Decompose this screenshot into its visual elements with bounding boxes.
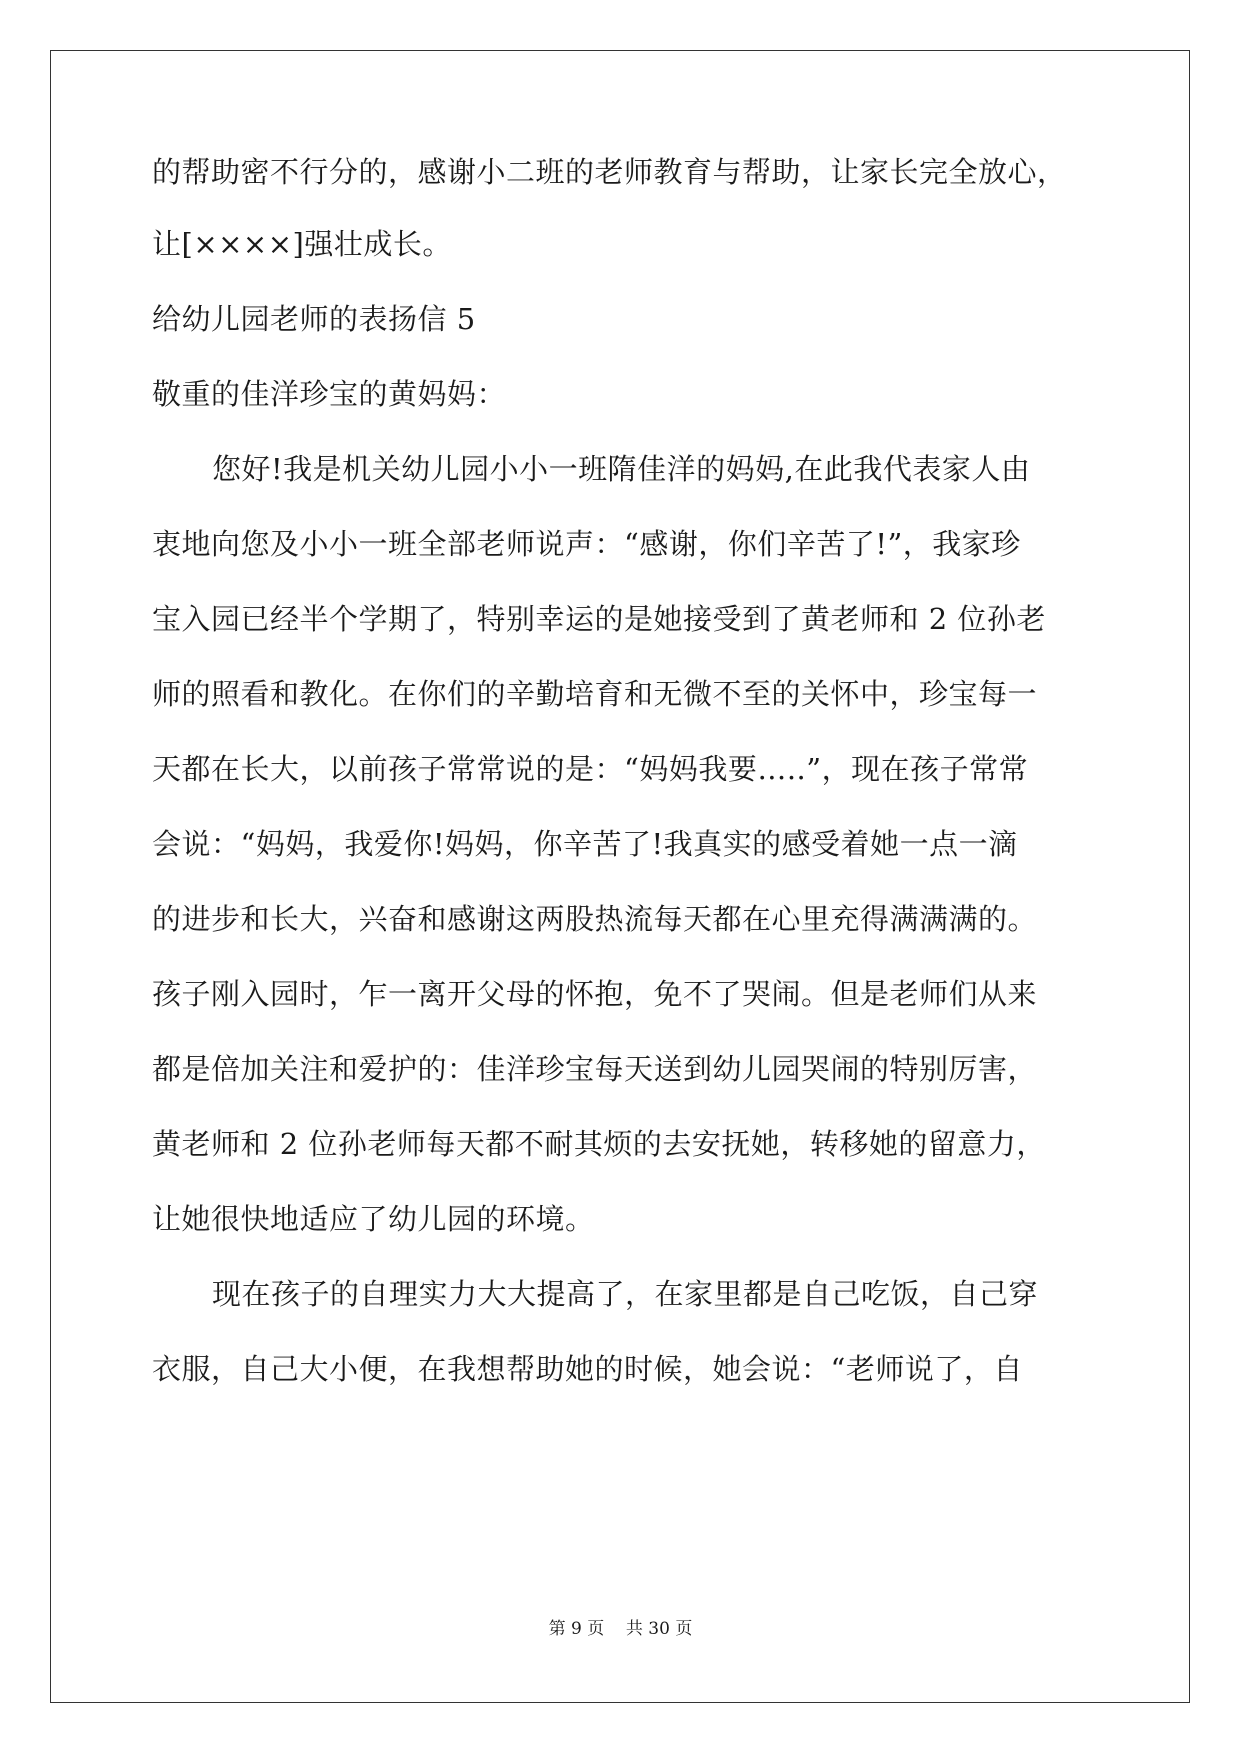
- paragraph-1-line-6: 会说：“妈妈，我爱你!妈妈，你辛苦了!我真实的感受着她一点一滴: [152, 827, 1018, 861]
- body-line-2: 让[××××]强壮成长。: [152, 227, 452, 261]
- paragraph-1-line-10: 黄老师和 2 位孙老师每天都不耐其烦的去安抚她，转移她的留意力，: [152, 1127, 1046, 1161]
- salutation: 敬重的佳洋珍宝的黄妈妈：: [152, 377, 507, 411]
- paragraph-1-line-4: 师的照看和教化。在你们的辛勤培育和无微不至的关怀中，珍宝每一: [152, 677, 1038, 711]
- paragraph-1-line-8: 孩子刚入园时，乍一离开父母的怀抱，免不了哭闹。但是老师们从来: [152, 977, 1038, 1011]
- paragraph-1-line-9: 都是倍加关注和爱护的：佳洋珍宝每天送到幼儿园哭闹的特别厉害，: [152, 1052, 1038, 1086]
- paragraph-1-line-2: 衷地向您及小小一班全部老师说声：“感谢，你们辛苦了!”，我家珍: [152, 527, 1021, 561]
- body-line-1: 的帮助密不行分的，感谢小二班的老师教育与帮助，让家长完全放心，: [152, 155, 1067, 189]
- paragraph-1-line-1: 您好!我是机关幼儿园小小一班隋佳洋的妈妈,在此我代表家人由: [212, 452, 1031, 486]
- paragraph-1-line-5: 天都在长大，以前孩子常常说的是：“妈妈我要…..”，现在孩子常常: [152, 752, 1029, 786]
- paragraph-1-line-7: 的进步和长大，兴奋和感谢这两股热流每天都在心里充得满满满的。: [152, 902, 1038, 936]
- page-border: [50, 50, 1190, 1703]
- paragraph-1-line-11: 让她很快地适应了幼儿园的环境。: [152, 1202, 595, 1236]
- paragraph-2-line-2: 衣服，自己大小便，在我想帮助她的时候，她会说：“老师说了，自: [152, 1352, 1023, 1386]
- paragraph-1-line-3: 宝入园已经半个学期了，特别幸运的是她接受到了黄老师和 2 位孙老: [152, 602, 1046, 636]
- section-heading: 给幼儿园老师的表扬信 5: [152, 302, 476, 336]
- paragraph-2-line-1: 现在孩子的自理实力大大提高了，在家里都是自己吃饭，自己穿: [212, 1277, 1039, 1311]
- page-number-footer: 第 9 页 共 30 页: [548, 1619, 693, 1639]
